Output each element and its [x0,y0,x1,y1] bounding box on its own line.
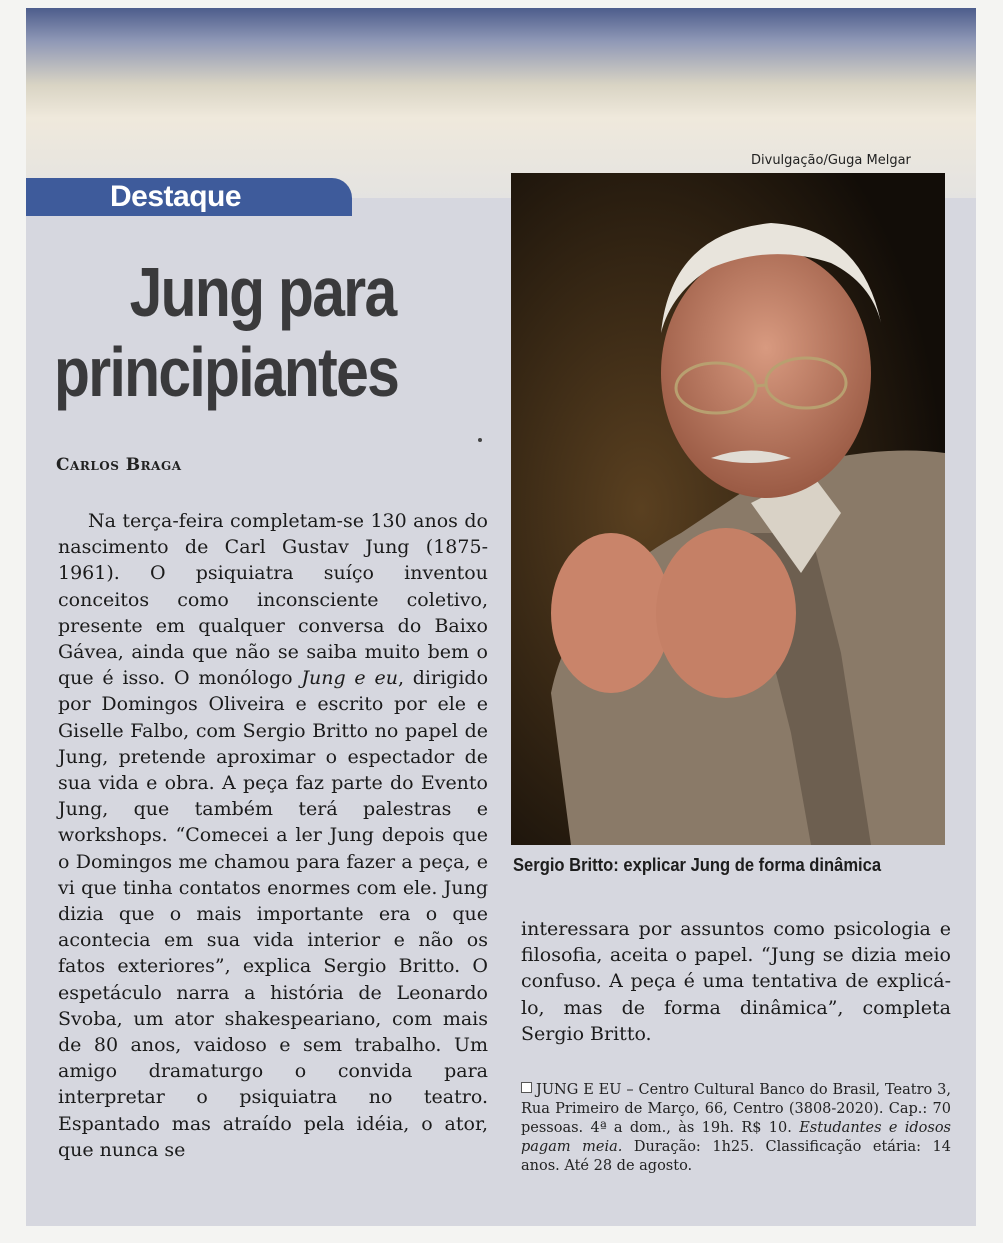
article-body-right [521,916,951,1047]
decorative-dot [478,438,482,442]
event-discount: Estudantes e idosos pagam meia. [521,1120,952,1155]
article-body-left [58,508,488,1163]
square-bullet-icon [521,1082,532,1093]
photo-illustration [511,173,945,845]
headline-line-2: principiantes [54,333,399,411]
top-color-band [26,8,976,118]
body-paragraph [58,508,488,1163]
article-photo [511,173,945,845]
body-text-2: , dirigido por Domingos Oliveira e escrito por ele e Giselle Falbo, com Sergio Britto no papel de Jung, pretende aproximar o espectador de sua vida e obra. A peça faz parte do Evento Jung, que também terá palestras e workshops. “Comecei a ler Jung depois que o Domingos me chamou para fazer a peça, e vi que tinha contatos enormes com ele. Jung dizia que o mais importante era o que acontecia em sua vida interior e não os fatos exteriores”, explica Sergio Britto. O espetáculo narra a história de Leonardo Svoba, um ator shakespeariano, com mais de 80 anos, vaidoso e sem trabalho. Um amigo dramaturgo o convida para interpretar o psiquiatra no teatro. Espantado mas atraído pela idéia, o ator, que nunca se [58,667,489,1161]
event-title: JUNG E EU – [536,1082,634,1098]
photo-caption: Sergio Britto: explicar Jung de forma dinâmica [513,855,882,875]
play-title: Jung e eu [301,667,398,690]
body-paragraph-continued: interessara por assuntos como psicologia e filosofia, aceita o papel. “Jung se dizia meio confuso. A peça é uma tentativa de explicá-lo, mas de forma dinâmica”, completa Sergio Britto. [521,918,951,1045]
event-info-box [521,1081,951,1176]
body-text-1: Na terça-feira completam-se 130 anos do nascimento de Carl Gustav Jung (1875-1961). O psiquiatra suíço inventou conceitos como inconsciente coletivo, presente em qualquer conversa do Baixo Gávea, ainda que não se saiba muito bem o que é isso. O monólogo [58,510,488,690]
article-headline [54,252,449,412]
headline-line-1: Jung para [129,253,396,331]
event-details: Centro Cultural Banco do Brasil, Teatro 3, Rua Primeiro de Março, 66, Centro (3808-2020). Cap.: 70 pessoas. 4ª a dom., às 19h. R$ 10. [521,1082,951,1136]
event-rest: Duração: 1h25. Classificação etária: 14 anos. Até 28 de agosto. [521,1139,951,1174]
magazine-page [26,8,976,1226]
photo-credit: Divulgação/Guga Melgar [751,153,911,168]
section-tag: Destaque [26,178,352,216]
byline: Carlos Braga [56,455,182,475]
